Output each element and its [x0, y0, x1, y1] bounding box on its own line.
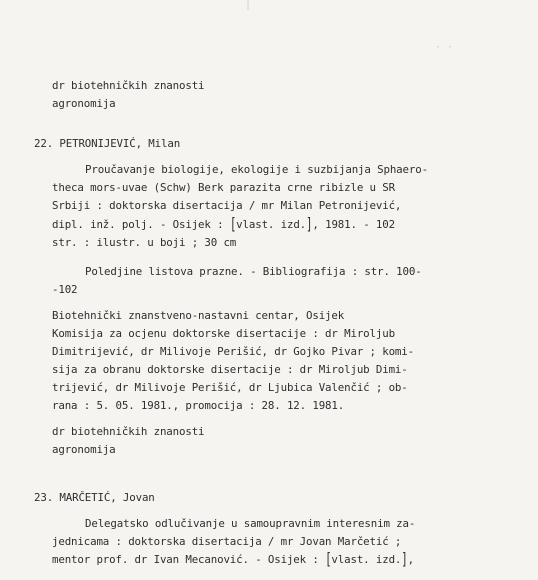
page-mark-corner: · ·	[435, 42, 453, 53]
institution-line-1: Biotehnički znanstveno-nastavni centar, Osijek	[52, 309, 345, 322]
publisher-text: vlast. izd.	[331, 553, 402, 566]
entry-heading: 23. MARČETIĆ, Jovan	[34, 491, 155, 504]
institution-line-6: rana : 5. 05. 1981., promocija : 28. 12. 1981.	[52, 399, 345, 412]
title-line-2: jednicama : doktorska disertacija / mr Jovan Marčetić ;	[52, 535, 402, 548]
title-line-1: Proučavanje biologije, ekologije i suzbijanja Sphaero-	[85, 163, 428, 176]
title-line-3: Srbiji : doktorska disertacija / mr Milan Petronijević,	[52, 199, 402, 212]
title-line-4: dipl. inž. polj. - Osijek : [vlast. izd.], 1981. - 102	[52, 214, 395, 234]
open-bracket: [	[325, 549, 332, 569]
institution-line-4: sija za obranu doktorske disertacije : dr Miroljub Dimi-	[52, 363, 408, 376]
title-line-3: mentor prof. dr Ivan Mecanović. - Osijek : [vlast. izd.],	[52, 549, 414, 569]
open-bracket: [	[229, 214, 237, 234]
institution-line-2: Komisija za ocjenu doktorske disertacije : dr Miroljub	[52, 327, 395, 340]
field-line: agronomija	[52, 97, 116, 110]
title-line-2: theca mors-uvae (Schw) Berk parazita crne ribizle u SR	[52, 181, 395, 194]
degree-line: dr biotehničkih znanosti	[52, 79, 205, 92]
field-line: agronomija	[52, 443, 116, 456]
close-bracket: ]	[401, 549, 408, 569]
close-bracket: ]	[306, 214, 313, 234]
note-line-2: -102	[52, 283, 78, 296]
degree-line: dr biotehničkih znanosti	[52, 425, 205, 438]
page-mark-top: |	[245, 0, 251, 11]
note-line-1: Poledjine listova prazne. - Bibliografija : str. 100-	[85, 265, 422, 278]
institution-line-3: Dimitrijević, dr Milivoje Perišić, dr Gojko Pivar ; komi-	[52, 345, 414, 358]
title-line-1: Delegatsko odlučivanje u samoupravnim interesnim za-	[85, 517, 416, 530]
entry-heading: 22. PETRONIJEVIĆ, Milan	[34, 137, 181, 150]
publisher-text: vlast. izd.	[236, 218, 307, 231]
institution-line-5: trijević, dr Milivoje Perišić, dr Ljubica Valenčić ; ob-	[52, 381, 408, 394]
title-line-5: str. : ilustr. u boji ; 30 cm	[52, 236, 237, 249]
